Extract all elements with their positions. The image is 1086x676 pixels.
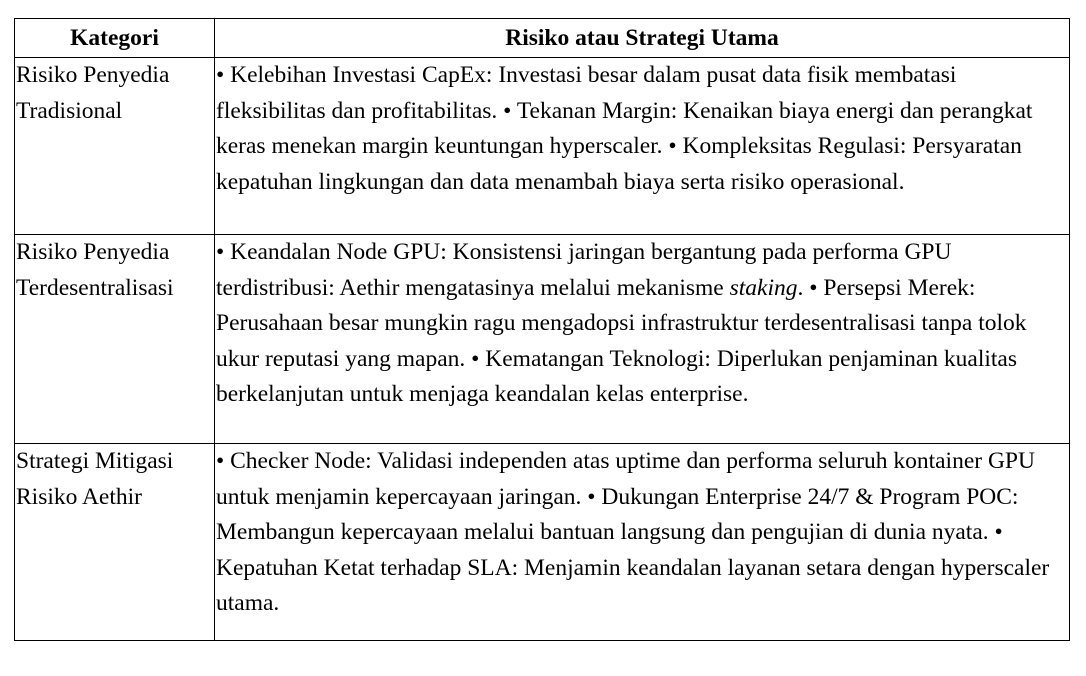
header-description: Risiko atau Strategi Utama (215, 19, 1070, 58)
header-category: Kategori (15, 19, 215, 58)
table-header-row (15, 19, 1070, 58)
row-description-decentralized (215, 235, 1070, 444)
description-text: • Kelebihan Investasi CapEx: Investasi besar dalam pusat data fisik membatasi fleksibilitas dan profitabilitas. • Tekanan Margin: Kenaikan biaya energi dan perangkat keras menekan margin keuntungan hyperscaler. • Kompleksitas Regulasi: Persyaratan kepatuhan lingkungan dan data menambah biaya serta risiko operasional. (216, 62, 1033, 195)
row-description-mitigation (215, 444, 1070, 641)
row-category-mitigation: Strategi Mitigasi Risiko Aethir (15, 444, 215, 641)
table-row (15, 444, 1070, 641)
description-text-continued: . • Persepsi Merek: Perusahaan besar mungkin ragu mengadopsi infrastruktur terdesentralisasi tanpa tolok ukur reputasi yang mapan. • Kematangan Teknologi: Diperlukan penjaminan kualitas berkelanjutan untuk menjaga keandalan kelas enterprise. (216, 274, 1027, 407)
row-description-traditional (215, 58, 1070, 235)
risk-strategy-table (14, 18, 1070, 641)
staking-term: staking (729, 274, 798, 301)
description-text: • Keandalan Node GPU: Konsistensi jaringan bergantung pada performa GPU terdistribusi: Aethir mengatasinya melalui mekanisme (216, 239, 952, 301)
row-category-decentralized: Risiko Penyedia Terdesentralisasi (15, 235, 215, 444)
table-row (15, 58, 1070, 235)
description-text: • Checker Node: Validasi independen atas uptime dan performa seluruh kontainer GPU untuk menjamin kepercayaan jaringan. • Dukungan Enterprise 24/7 & Program POC: Membangun kepercayaan melalui bantuan langsung dan pengujian di dunia nyata. • Kepatuhan Ketat terhadap SLA: Menjamin keandalan layanan setara dengan hyperscaler utama. (216, 448, 1050, 616)
row-category-traditional: Risiko Penyedia Tradisional (15, 58, 215, 235)
table-row (15, 235, 1070, 444)
